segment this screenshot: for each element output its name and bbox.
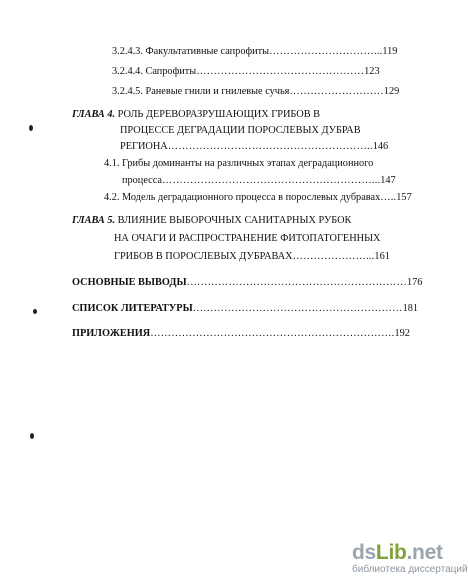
chapter-number: ГЛАВА 5. [72,215,116,226]
toc-entry [72,327,410,340]
chapter-title-line: ГРИБОВ В ПОРОСЛЕВЫХ ДУБРАВАХ [114,251,293,262]
toc-page-number: 119 [382,46,398,57]
toc-entry [112,45,397,58]
chapter-4-heading [72,108,320,121]
toc-leader-dots: ……………………… [289,86,384,97]
watermark-logo [352,542,443,564]
chapter-title-line: РОЛЬ ДЕРЕВОРАЗРУШАЮЩИХ ГРИБОВ В [117,109,321,120]
toc-page-number: 123 [364,66,380,77]
chapter-title-line: РЕГИОНА [120,141,168,152]
chapter-title-line: ПРОЦЕССЕ ДЕГРАДАЦИИ ПОРОСЛЕВЫХ ДУБРАВ [120,125,361,136]
toc-entry [72,302,418,315]
chapter-5-heading [72,214,351,227]
toc-entry-label: 3.2.4.5. Раневые гнили и гнилевые сучья [112,86,290,97]
toc-leader-dots: ……………………………………………………... [161,175,381,186]
toc-page-number: 157 [396,192,412,203]
toc-entry [112,65,380,78]
toc-entry [122,174,396,187]
watermark-logo-lib: Lib [375,541,407,564]
toc-page-number: 129 [383,86,400,97]
watermark-subtitle: библиотека диссертаций [352,564,468,575]
toc-entry [120,140,388,153]
toc-page-number: 146 [372,141,389,152]
toc-entry [114,250,390,263]
toc-entry-label: 3.2.4.3. Факультативные сапрофиты [112,46,270,57]
toc-section-label: ПРИЛОЖЕНИЯ [72,328,151,339]
toc-page-number: 181 [402,303,419,314]
scan-speck [30,433,34,439]
toc-entry-label: 4.2. Модель деградационного процесса в порослевых дубравах [104,192,381,203]
toc-page-number: 147 [380,175,396,186]
toc-leader-dots: ……………………………………………………………. [150,328,395,339]
toc-section-label: ОСНОВНЫЕ ВЫВОДЫ [72,277,187,288]
toc-entry-label: 3.2.4.4. Сапрофиты [112,66,197,77]
toc-entry [104,191,412,204]
watermark-logo-net: .net [406,541,443,564]
toc-page-number: 192 [394,328,410,339]
toc-section-label: СПИСОК ЛИТЕРАТУРЫ [72,303,193,314]
toc-leader-dots: ………………………………………………….. [167,141,373,152]
toc-entry-label: 4.1. Грибы доминанты на различных этапах деградационного [104,158,374,169]
toc-entry [72,276,422,289]
watermark-logo-ds: ds [352,541,376,564]
toc-leader-dots: …………………………………………………… [192,303,403,314]
scan-speck [33,309,37,314]
toc-page-number: 161 [374,251,390,262]
chapter-number: ГЛАВА 4. [72,109,116,120]
toc-entry-label: процесса [122,175,162,186]
toc-leader-dots: ………………………………………… [196,66,365,77]
scan-speck [29,125,33,131]
toc-leader-dots: ……………………………………………………… [186,277,407,288]
toc-leader-dots: …………………... [292,251,375,262]
toc-leader-dots: ….. [380,192,397,203]
toc-leader-dots: …………………………... [269,46,383,57]
toc-entry [112,85,399,98]
chapter-title-line: НА ОЧАГИ И РАСПРОСТРАНЕНИЕ ФИТОПАТОГЕННЫХ [114,233,381,244]
toc-page-number: 176 [407,277,423,288]
chapter-title-line: ВЛИЯНИЕ ВЫБОРОЧНЫХ САНИТАРНЫХ РУБОК [117,215,352,226]
